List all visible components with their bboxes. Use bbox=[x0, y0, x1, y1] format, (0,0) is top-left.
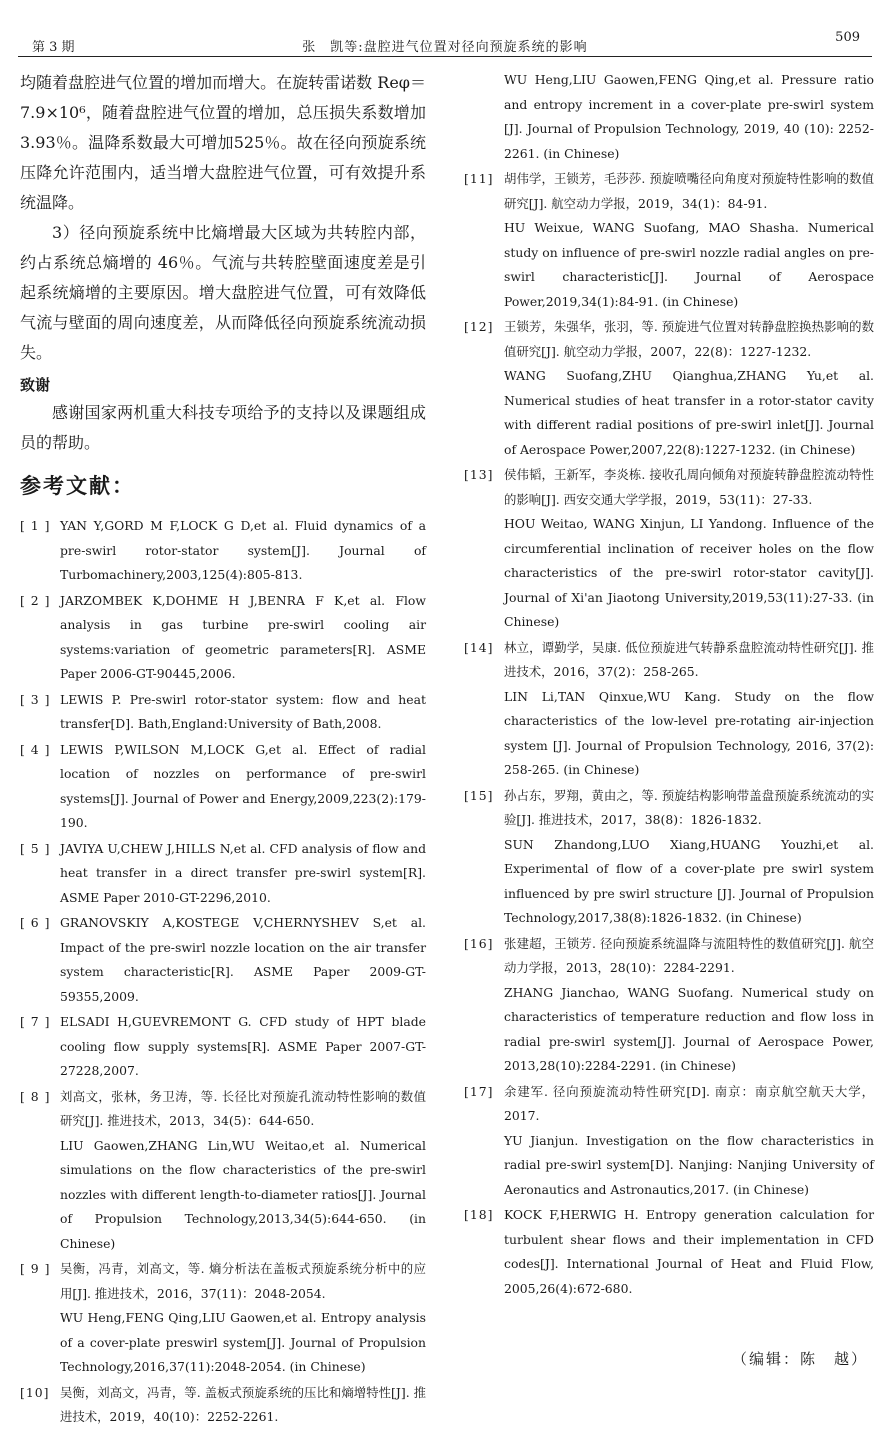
reference-item bbox=[20, 738, 426, 836]
reference-number: [ 1 ] bbox=[20, 518, 51, 533]
reference-item bbox=[464, 1080, 874, 1203]
reference-item bbox=[20, 1010, 426, 1084]
reference-text: 侯伟韬，王新军，李炎栋. 接收孔周向倾角对预旋转静盘腔流动特性的影响[J]. 西安交通大学学报，2019，53(11)：27-33. bbox=[504, 467, 874, 507]
reference-item bbox=[464, 463, 874, 635]
reference-text-english: YU Jianjun. Investigation on the flow characteristics in radial pre-swirl system[D]. Nanjing: Nanjing University of Aeronautics and Astronautics,2017. (in Chinese) bbox=[504, 1132, 874, 1197]
reference-text-english: WU Heng,LIU Gaowen,FENG Qing,et al. Pressure ratio and entropy increment in a cover-plate pre-swirl system [J]. Journal of Propulsion Technology, 2019, 40 (10): 2252-2261. (in Chinese) bbox=[504, 72, 874, 161]
reference-item bbox=[20, 514, 426, 588]
left-column bbox=[20, 68, 426, 1431]
reference-number: [15] bbox=[464, 787, 494, 803]
references-list-right bbox=[464, 68, 874, 1301]
reference-number: [12] bbox=[464, 319, 494, 334]
reference-body bbox=[60, 514, 426, 588]
reference-number: [18] bbox=[464, 1207, 494, 1222]
reference-text-english: WANG Suofang,ZHU Qianghua,ZHANG Yu,et al. Numerical studies of heat transfer in a rotor-stator cavity with different radial positions of pre-swirl inlet[J]. Journal of Aerospace Power,2007,22(8):1227-1232. (in Chinese) bbox=[504, 368, 874, 457]
reference-text: JARZOMBEK K,DOHME H J,BENRA F K,et al. Flow analysis in gas turbine pre-swirl cooling air systems:variation of geometric parameters[R]. ASME Paper 2006-GT-90445,2006. bbox=[60, 592, 426, 681]
reference-text: JAVIYA U,CHEW J,HILLS N,et al. CFD analysis of flow and heat transfer in a direct transfer pre-swirl system[R]. ASME Paper 2010-GT-2296,2010. bbox=[60, 840, 426, 905]
reference-number: [ 2 ] bbox=[20, 592, 51, 608]
reference-body bbox=[504, 315, 874, 462]
reference-item bbox=[20, 688, 426, 737]
reference-item bbox=[464, 315, 874, 462]
reference-text: YAN Y,GORD M F,LOCK G D,et al. Fluid dynamics of a pre-swirl rotor-stator system[J]. Journal of Turbomachinery,2003,125(4):805-813. bbox=[60, 518, 426, 582]
reference-text-english: WU Heng,FENG Qing,LIU Gaowen,et al. Entropy analysis of a cover-plate preswirl system[J]. Journal of Propulsion Technology,2016,37(11):2048-2054. (in Chinese) bbox=[60, 1310, 426, 1374]
reference-text-english: LIN Li,TAN Qinxue,WU Kang. Study on the flow characteristics of the low-level pre-rotating air-injection system [J]. Journal of Propulsion Technology, 2016, 37(2): 258-265. (in Chinese) bbox=[504, 688, 874, 777]
acknowledgement-text: 感谢国家两机重大科技专项给予的支持以及课题组成员的帮助。 bbox=[20, 403, 426, 452]
reference-text-english: HU Weixue, WANG Suofang, MAO Shasha. Numerical study on influence of pre-swirl nozzle radial angles on pre-swirl characteristic[J]. Journal of Aerospace Power,2019,34(1):84-91. (in Chinese) bbox=[504, 220, 874, 309]
reference-item bbox=[464, 167, 874, 314]
reference-text: LEWIS P. Pre-swirl rotor-stator system: flow and heat transfer[D]. Bath,England:University of Bath,2008. bbox=[60, 691, 426, 731]
reference-body bbox=[504, 68, 874, 166]
reference-text: 张建超，王锁芳. 径向预旋系统温降与流阻特性的数值研究[J]. 航空动力学报，2013，28(10)：2284-2291. bbox=[504, 935, 874, 975]
reference-number: [11] bbox=[464, 171, 494, 186]
reference-text: LEWIS P,WILSON M,LOCK G,et al. Effect of radial location of nozzles on performance of pre-swirl systems[J]. Journal of Power and Energy,2009,223(2):179-190. bbox=[60, 741, 426, 830]
reference-text-english: LIU Gaowen,ZHANG Lin,WU Weitao,et al. Numerical simulations on the flow characteristics of the pre-swirl nozzles with different length-to-diameter ratios[J]. Journal of Propulsion Technology,2013,34(5):644-650. (in Chinese) bbox=[60, 1137, 426, 1251]
reference-number: [ 3 ] bbox=[20, 691, 51, 707]
reference-item bbox=[20, 911, 426, 1009]
reference-body bbox=[60, 1381, 426, 1430]
reference-number: [ 5 ] bbox=[20, 840, 51, 856]
reference-body bbox=[60, 911, 426, 1009]
reference-text: 林立，谭勤学，吴康. 低位预旋进气转静系盘腔流动特性研究[J]. 推进技术，2016，37(2)：258-265. bbox=[504, 639, 874, 679]
reference-item bbox=[20, 1085, 426, 1257]
reference-number: [16] bbox=[464, 935, 494, 951]
acknowledgement-heading: 致谢 bbox=[20, 376, 51, 394]
editor-credit: （编辑：陈 越） bbox=[731, 1350, 868, 1368]
reference-body bbox=[504, 1080, 874, 1203]
reference-body bbox=[60, 1257, 426, 1380]
reference-number: [ 9 ] bbox=[20, 1261, 51, 1276]
reference-body bbox=[60, 1010, 426, 1084]
reference-text: 吴衡，冯青，刘高文，等. 熵分析法在盖板式预旋系统分析中的应用[J]. 推进技术，2016，37(11)：2048-2054. bbox=[60, 1261, 426, 1301]
reference-number bbox=[464, 68, 504, 166]
reference-body bbox=[504, 932, 874, 1079]
reference-text: 刘高文，张林，务卫涛，等. 长径比对预旋孔流动特性影响的数值研究[J]. 推进技术，2013，34(5)：644-650. bbox=[60, 1088, 426, 1128]
reference-text: 胡伟学，王锁芳，毛莎莎. 预旋喷嘴径向角度对预旋特性影响的数值研究[J]. 航空动力学报，2019，34(1)：84-91. bbox=[504, 171, 874, 211]
reference-body bbox=[504, 463, 874, 635]
reference-body bbox=[504, 1203, 874, 1301]
running-title: 张 凯等:盘腔进气位置对径向预旋系统的影响 bbox=[302, 40, 588, 55]
reference-text: GRANOVSKIY A,KOSTEGE V,CHERNYSHEV S,et al. Impact of the pre-swirl nozzle location on the air transfer system characteristic[R]. ASME Paper 2009-GT-59355,2009. bbox=[60, 915, 426, 1004]
reference-body bbox=[60, 837, 426, 911]
reference-text: 吴衡，刘高文，冯青，等. 盖板式预旋系统的压比和熵增特性[J]. 推进技术，2019，40(10)：2252-2261. bbox=[60, 1384, 426, 1424]
page-number: 509 bbox=[835, 30, 860, 45]
reference-item bbox=[464, 932, 874, 1079]
references-heading: 参考文献： bbox=[20, 474, 135, 498]
conclusion-paragraph-3: 3）径向预旋系统中比熵增最大区域为共转腔内部，约占系统总熵增的 46％。气流与共转腔壁面速度差是引起系统熵增的主要原因。增大盘腔进气位置，可有效降低气流与壁面的周向速度差，从而降低径向预旋系统流动损失。 bbox=[20, 223, 426, 362]
reference-body bbox=[504, 784, 874, 931]
reference-number: [ 6 ] bbox=[20, 915, 51, 930]
reference-text: 孙占东，罗翔，黄由之，等. 预旋结构影响带盖盘预旋系统流动的实验[J]. 推进技术，2017，38(8)：1826-1832. bbox=[504, 787, 874, 827]
reference-item bbox=[20, 837, 426, 911]
reference-body bbox=[504, 636, 874, 783]
reference-number: [ 7 ] bbox=[20, 1014, 51, 1029]
reference-number: [ 8 ] bbox=[20, 1088, 51, 1104]
running-header bbox=[18, 0, 872, 56]
reference-item bbox=[464, 636, 874, 783]
reference-body bbox=[504, 167, 874, 314]
reference-body bbox=[60, 688, 426, 737]
references-list-left bbox=[20, 514, 426, 1430]
right-column bbox=[464, 68, 874, 1302]
conclusion-paragraph-2: 均随着盘腔进气位置的增加而增大。在旋转雷诺数 Reφ＝7.9×10⁶，随着盘腔进气位置的增加，总压损失系数增加 3.93％。温降系数最大可增加525％。故在径向预旋系统压降允许范围内，适当增大盘腔进气位置，可有效提升系统温降。 bbox=[20, 73, 426, 212]
reference-item bbox=[20, 1381, 426, 1430]
reference-item bbox=[464, 1203, 874, 1301]
reference-text: KOCK F,HERWIG H. Entropy generation calculation for turbulent shear flows and their implementation in CFD codes[J]. International Journal of Heat and Fluid Flow, 2005,26(4):672-680. bbox=[504, 1207, 874, 1296]
reference-number: [10] bbox=[20, 1384, 50, 1400]
reference-number: [13] bbox=[464, 467, 494, 482]
reference-body bbox=[60, 738, 426, 836]
reference-text: 余建军. 径向预旋流动特性研究[D]. 南京：南京航空航天大学，2017. bbox=[504, 1083, 874, 1123]
header-rule bbox=[18, 56, 872, 57]
reference-item bbox=[464, 68, 874, 166]
issue-number: 第 3 期 bbox=[32, 40, 75, 55]
reference-text: 王锁芳，朱强华，张羽，等. 预旋进气位置对转静盘腔换热影响的数值研究[J]. 航空动力学报，2007，22(8)：1227-1232. bbox=[504, 319, 874, 359]
reference-number: [ 4 ] bbox=[20, 741, 51, 757]
reference-text: ELSADI H,GUEVREMONT G. CFD study of HPT blade cooling flow supply systems[R]. ASME Paper 2007-GT-27228,2007. bbox=[60, 1014, 426, 1078]
reference-number: [14] bbox=[464, 639, 494, 655]
reference-item bbox=[20, 1257, 426, 1380]
reference-item bbox=[464, 784, 874, 931]
reference-item bbox=[20, 589, 426, 687]
reference-number: [17] bbox=[464, 1083, 494, 1099]
reference-text-english: SUN Zhandong,LUO Xiang,HUANG Youzhi,et al. Experimental of flow of a cover-plate pre swirl system influenced by pre swirl structure [J]. Journal of Propulsion Technology,2017,38(8):1826-1832. (in Chinese) bbox=[504, 836, 874, 925]
reference-text-english: ZHANG Jianchao, WANG Suofang. Numerical study on characteristics of temperature reduction and flow loss in radial pre-swirl system[J]. Journal of Aerospace Power, 2013,28(10):2284-2291. (in Chinese) bbox=[504, 984, 874, 1073]
reference-body bbox=[60, 1085, 426, 1257]
reference-body bbox=[60, 589, 426, 687]
reference-text-english: HOU Weitao, WANG Xinjun, LI Yandong. Influence of the circumferential inclination of receiver holes on the flow characteristics of the pre-swirl rotor-stator cavity[J]. Journal of Xi'an Jiaotong University,2019,53(11):27-33. (in Chinese) bbox=[504, 516, 874, 629]
